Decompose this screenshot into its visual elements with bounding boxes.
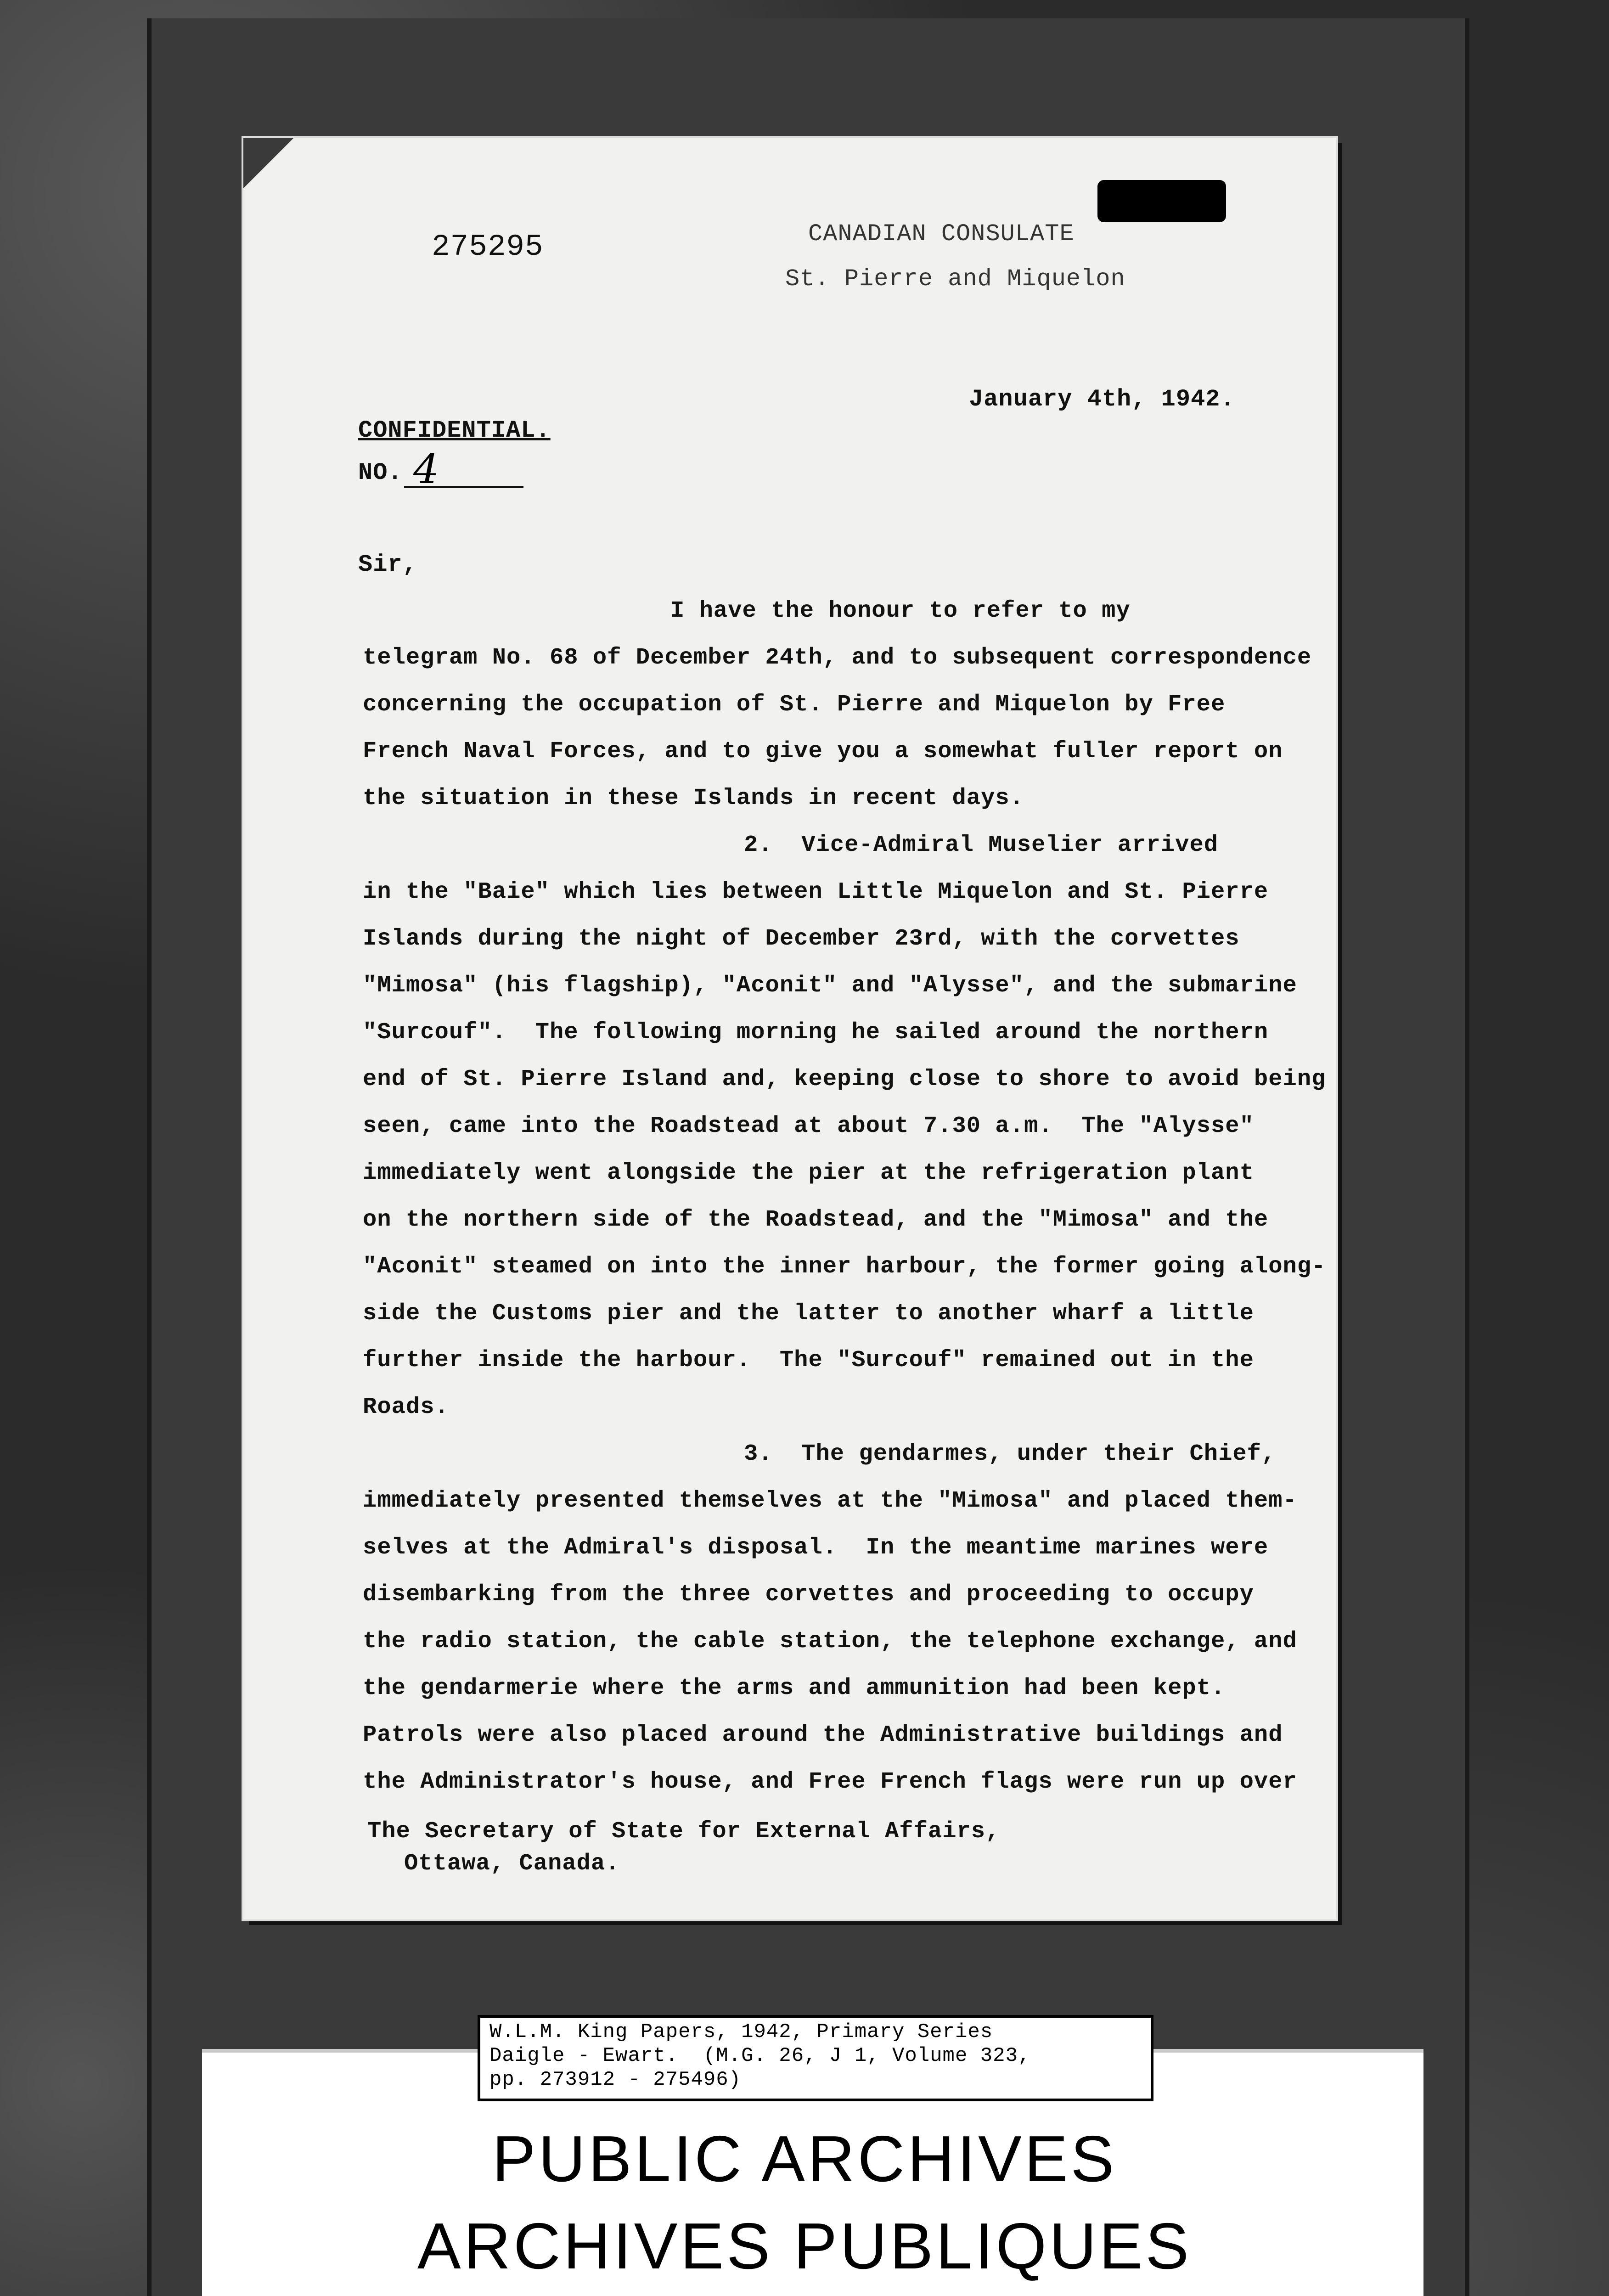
body-line: selves at the Admiral's disposal. In the meantime marines were	[363, 1535, 1269, 1561]
body-line: end of St. Pierre Island and, keeping close to shore to avoid being	[363, 1066, 1326, 1092]
body-line: the Administrator's house, and Free French flags were run up over	[363, 1769, 1297, 1795]
archives-title-en: PUBLIC ARCHIVES	[492, 2122, 1117, 2195]
body-line: side the Customs pier and the latter to another wharf a little	[363, 1300, 1254, 1327]
body-line: I have the honour to refer to my	[670, 598, 1131, 624]
body-line: "Aconit" steamed on into the inner harbour, the former going along-	[363, 1254, 1326, 1280]
body-line: French Naval Forces, and to give you a somewhat fuller report on	[363, 738, 1283, 765]
consulate-heading: CANADIAN CONSULATE	[808, 220, 1075, 248]
letter-date: January 4th, 1942.	[969, 386, 1235, 413]
body-line: in the "Baie" which lies between Little Miquelon and St. Pierre	[363, 879, 1269, 905]
dispatch-number-handwritten: 4	[413, 445, 439, 493]
slip-line: pp. 273912 - 275496)	[489, 2068, 742, 2091]
confidential-label: CONFIDENTIAL.	[358, 417, 551, 444]
body-line: the situation in these Islands in recent days.	[363, 785, 1024, 811]
body-line: "Surcouf". The following morning he sailed around the northern	[363, 1019, 1269, 1046]
body-line: the gendarmerie where the arms and ammunition had been kept.	[363, 1675, 1226, 1701]
body-line: further inside the harbour. The "Surcouf" remained out in the	[363, 1347, 1254, 1373]
body-line: "Mimosa" (his flagship), "Aconit" and "Alysse", and the submarine	[363, 973, 1297, 999]
body-line: Islands during the night of December 23rd, with the corvettes	[363, 926, 1240, 952]
body-line: immediately went alongside the pier at the refrigeration plant	[363, 1160, 1254, 1186]
body-line: telegram No. 68 of December 24th, and to subsequent correspondence	[363, 645, 1312, 671]
body-line: seen, came into the Roadstead at about 7.30 a.m. The "Alysse"	[363, 1113, 1254, 1139]
addressee-line: Ottawa, Canada.	[404, 1851, 620, 1877]
redaction-mark	[1097, 180, 1226, 222]
body-line: disembarking from the three corvettes and proceeding to occupy	[363, 1581, 1254, 1608]
body-line: concerning the occupation of St. Pierre and Miquelon by Free	[363, 692, 1226, 718]
dispatch-number-label: NO.	[358, 459, 403, 486]
document-number: 275295	[432, 230, 544, 264]
salutation: Sir,	[358, 551, 417, 578]
slip-line: Daigle - Ewart. (M.G. 26, J 1, Volume 323,	[489, 2044, 1031, 2067]
body-line: on the northern side of the Roadstead, and the "Mimosa" and the	[363, 1207, 1269, 1233]
body-line: the radio station, the cable station, the telephone exchange, and	[363, 1628, 1297, 1654]
body-line: 3. The gendarmes, under their Chief,	[744, 1441, 1276, 1467]
addressee-line: The Secretary of State for External Affairs,	[367, 1818, 1000, 1845]
archives-title-fr: ARCHIVES PUBLIQUES	[417, 2210, 1192, 2283]
consulate-location: St. Pierre and Miquelon	[785, 265, 1125, 293]
body-line: Patrols were also placed around the Administrative buildings and	[363, 1722, 1283, 1748]
body-line: immediately presented themselves at the "Mimosa" and placed them-	[363, 1488, 1297, 1514]
folded-corner	[243, 138, 294, 188]
body-line: Roads.	[363, 1394, 449, 1420]
body-line: 2. Vice-Admiral Muselier arrived	[744, 832, 1219, 858]
slip-line: W.L.M. King Papers, 1942, Primary Series	[489, 2020, 993, 2043]
